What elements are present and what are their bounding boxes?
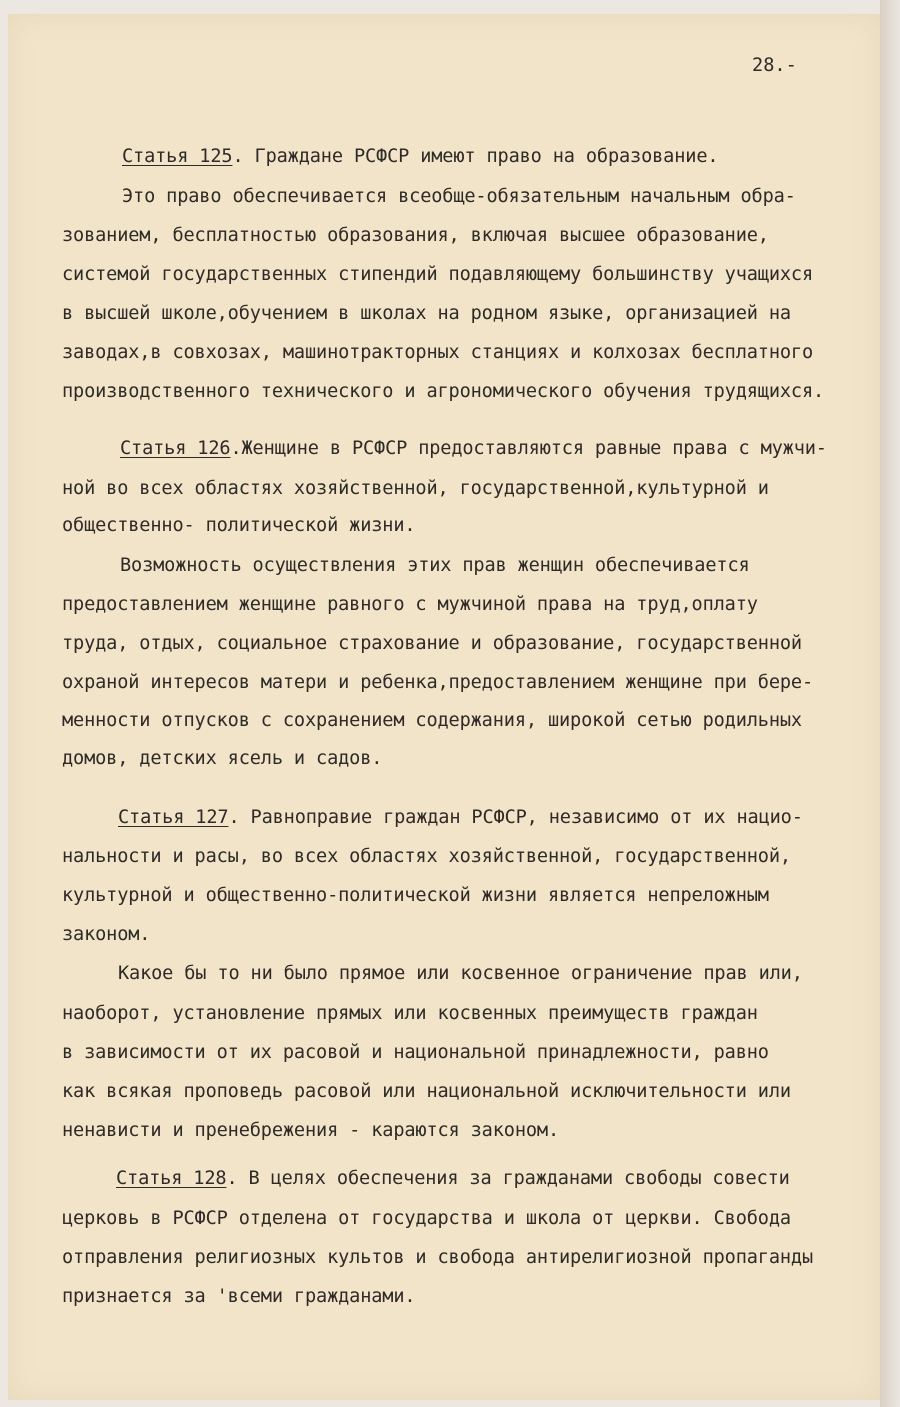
article-126-line-1-text: .Женщине в РСФСР предоставляются равные права с мужчи-: [230, 438, 827, 459]
article-125-line-5: в высшей школе,обучением в школах на родном языке, организацией на: [62, 303, 791, 324]
page-number: 28.-: [752, 55, 797, 76]
article-127-line-8: как всякая проповедь расовой или национальной исключительности или: [62, 1081, 791, 1102]
article-125-line-1: [122, 146, 718, 168]
article-125-line-4: системой государственных стипендий подавляющему большинству учащихся: [62, 264, 814, 285]
article-125-line-1-text: . Граждане РСФСР имеют право на образование.: [232, 146, 719, 167]
article-127-line-1: [118, 807, 803, 829]
article-127-heading: Статья 127: [118, 807, 229, 828]
article-126-line-1: [120, 438, 827, 460]
article-128-line-1-text: . В целях обеспечения за гражданами свободы совести: [226, 1168, 790, 1189]
article-126-line-9: домов, детских ясель и садов.: [62, 748, 383, 769]
article-126-line-5: предоставлением женщине равного с мужчиной права на труд,оплату: [62, 594, 758, 615]
article-128-heading: Статья 128: [116, 1168, 227, 1189]
article-127-line-6: наоборот, установление прямых или косвенных преимуществ граждан: [62, 1003, 758, 1024]
article-125-line-6: заводах,в совхозах, машинотракторных станциях и колхозах бесплатного: [62, 342, 814, 363]
article-125-heading: Статья 125: [122, 146, 233, 167]
article-125-line-7: производственного технического и агрономического обучения трудящихся.: [62, 381, 825, 402]
typewritten-page: [8, 14, 880, 1400]
article-125-line-3: зованием, бесплатностью образования, включая высшее образование,: [62, 225, 769, 246]
article-126-line-6: труда, отдых, социальное страхование и образование, государственной: [62, 633, 802, 654]
article-126-line-8: менности отпусков с сохранением содержания, широкой сетью родильных: [62, 710, 802, 731]
article-126-heading: Статья 126: [120, 438, 231, 459]
article-125-line-2: Это право обеспечивается всеобще-обязательным начальным обра-: [122, 186, 796, 207]
article-127-line-1-text: . Равноправие граждан РСФСР, независимо от их нацио-: [228, 807, 803, 828]
article-127-line-7: в зависимости от их расовой и национальной принадлежности, равно: [62, 1042, 769, 1063]
article-126-line-7: охраной интересов матери и ребенка,предоставлением женщине при бере-: [62, 672, 814, 693]
scan-edge: [880, 0, 900, 1407]
article-127-line-3: культурной и общественно-политической жизни является непреложным: [62, 885, 769, 906]
article-128-line-3: отправления религиозных культов и свобода антирелигиозной пропаганды: [62, 1247, 814, 1268]
article-127-line-9: ненависти и пренебрежения - караются законом.: [62, 1120, 559, 1141]
article-128-line-1: [116, 1168, 790, 1190]
article-127-line-2: нальности и расы, во всех областях хозяйственной, государственной,: [62, 846, 791, 867]
article-127-line-5: Какое бы то ни было прямое или косвенное ограничение прав или,: [118, 963, 803, 984]
article-126-line-2: ной во всех областях хозяйственной, государственной,культурной и: [62, 478, 769, 499]
article-127-line-4: законом.: [62, 924, 151, 945]
article-126-line-3: общественно- политической жизни.: [62, 515, 416, 536]
article-128-line-4: признается за 'всеми гражданами.: [62, 1286, 416, 1307]
article-126-line-4: Возможность осуществления этих прав женщин обеспечивается: [120, 555, 750, 576]
article-128-line-2: церковь в РСФСР отделена от государства и школа от церкви. Свобода: [62, 1208, 791, 1229]
